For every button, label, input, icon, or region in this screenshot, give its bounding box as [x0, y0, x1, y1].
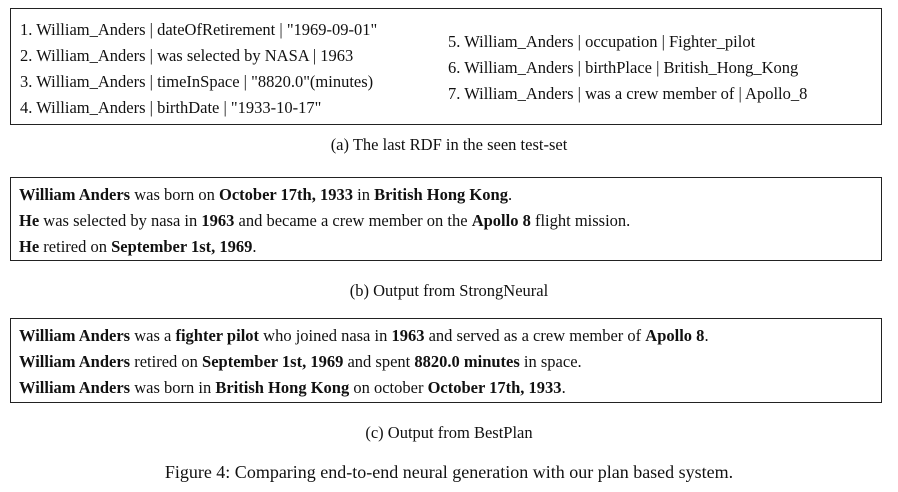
sentence-text: was a [130, 326, 176, 345]
bold-fact: He [19, 237, 40, 256]
sentence-text: and spent [343, 352, 415, 371]
rdf-right-column [448, 29, 807, 107]
sentence-line [19, 182, 630, 208]
sentence-line [19, 375, 709, 401]
bold-fact: William Anders [19, 352, 131, 371]
sentence-text: . [507, 185, 513, 204]
sentence-text: retired on [130, 352, 203, 371]
bold-fact: Apollo 8 [471, 211, 531, 230]
bold-fact: Apollo 8 [645, 326, 705, 345]
sentence-text: in space. [519, 352, 582, 371]
bold-fact: He [19, 211, 40, 230]
sentence-text: and became a crew member on the [234, 211, 472, 230]
bold-fact: 1963 [201, 211, 235, 230]
sentence-text: was born on [130, 185, 219, 204]
bold-fact: October 17th, 1933 [427, 378, 562, 397]
subcaption-a: (a) The last RDF in the seen test-set [330, 135, 568, 154]
rdf-triple-3: 3. William_Anders | timeInSpace | "8820.0"(minutes) [20, 72, 374, 91]
sentence-text: flight mission. [530, 211, 631, 230]
bold-fact: 1963 [391, 326, 425, 345]
rdf-triple-1: 1. William_Anders | dateOfRetirement | "1969-09-01" [20, 20, 378, 39]
sentence-text: . [252, 237, 257, 256]
rdf-triples-box [10, 8, 882, 125]
bold-fact: William Anders [19, 326, 131, 345]
sentence-text: retired on [39, 237, 112, 256]
bold-fact: British Hong Kong [374, 185, 508, 204]
rdf-triple-2: 2. William_Anders | was selected by NASA | 1963 [20, 46, 354, 65]
sentence-line [19, 234, 630, 260]
rdf-triple-7: 7. William_Anders | was a crew member of | Apollo_8 [448, 84, 808, 103]
sentence-text: in [352, 185, 375, 204]
sentence-text: . [561, 378, 566, 397]
bold-fact: William Anders [19, 378, 131, 397]
strongneural-sentences [19, 182, 630, 260]
rdf-triple-5: 5. William_Anders | occupation | Fighter_pilot [448, 32, 756, 51]
figure-caption: Figure 4: Comparing end-to-end neural generation with our plan based system. [164, 462, 734, 482]
sentence-text: was born in [130, 378, 216, 397]
sentence-text: who joined nasa in [259, 326, 392, 345]
sentence-text: and served as a crew member of [424, 326, 646, 345]
subcaption-c: (c) Output from BestPlan [365, 423, 533, 442]
bold-fact: October 17th, 1933 [219, 185, 353, 204]
bold-fact: 8820.0 minutes [414, 352, 520, 371]
bold-fact: September 1st, 1969 [202, 352, 344, 371]
rdf-triple-6: 6. William_Anders | birthPlace | British_Hong_Kong [448, 58, 799, 77]
sentence-text: was selected by nasa in [39, 211, 202, 230]
bold-fact: September 1st, 1969 [111, 237, 253, 256]
sentence-line [19, 323, 709, 349]
bestplan-output-box [10, 318, 882, 403]
rdf-triple-4: 4. William_Anders | birthDate | "1933-10-17" [20, 98, 322, 117]
bold-fact: fighter pilot [175, 326, 260, 345]
sentence-line [19, 208, 630, 234]
bestplan-sentences [19, 323, 709, 401]
sentence-text: . [704, 326, 709, 345]
subcaption-b: (b) Output from StrongNeural [349, 281, 549, 300]
bold-fact: British Hong Kong [215, 378, 350, 397]
rdf-left-column [20, 17, 377, 121]
sentence-line [19, 349, 709, 375]
sentence-text: on october [349, 378, 428, 397]
bold-fact: William Anders [19, 185, 131, 204]
strongneural-output-box [10, 177, 882, 261]
